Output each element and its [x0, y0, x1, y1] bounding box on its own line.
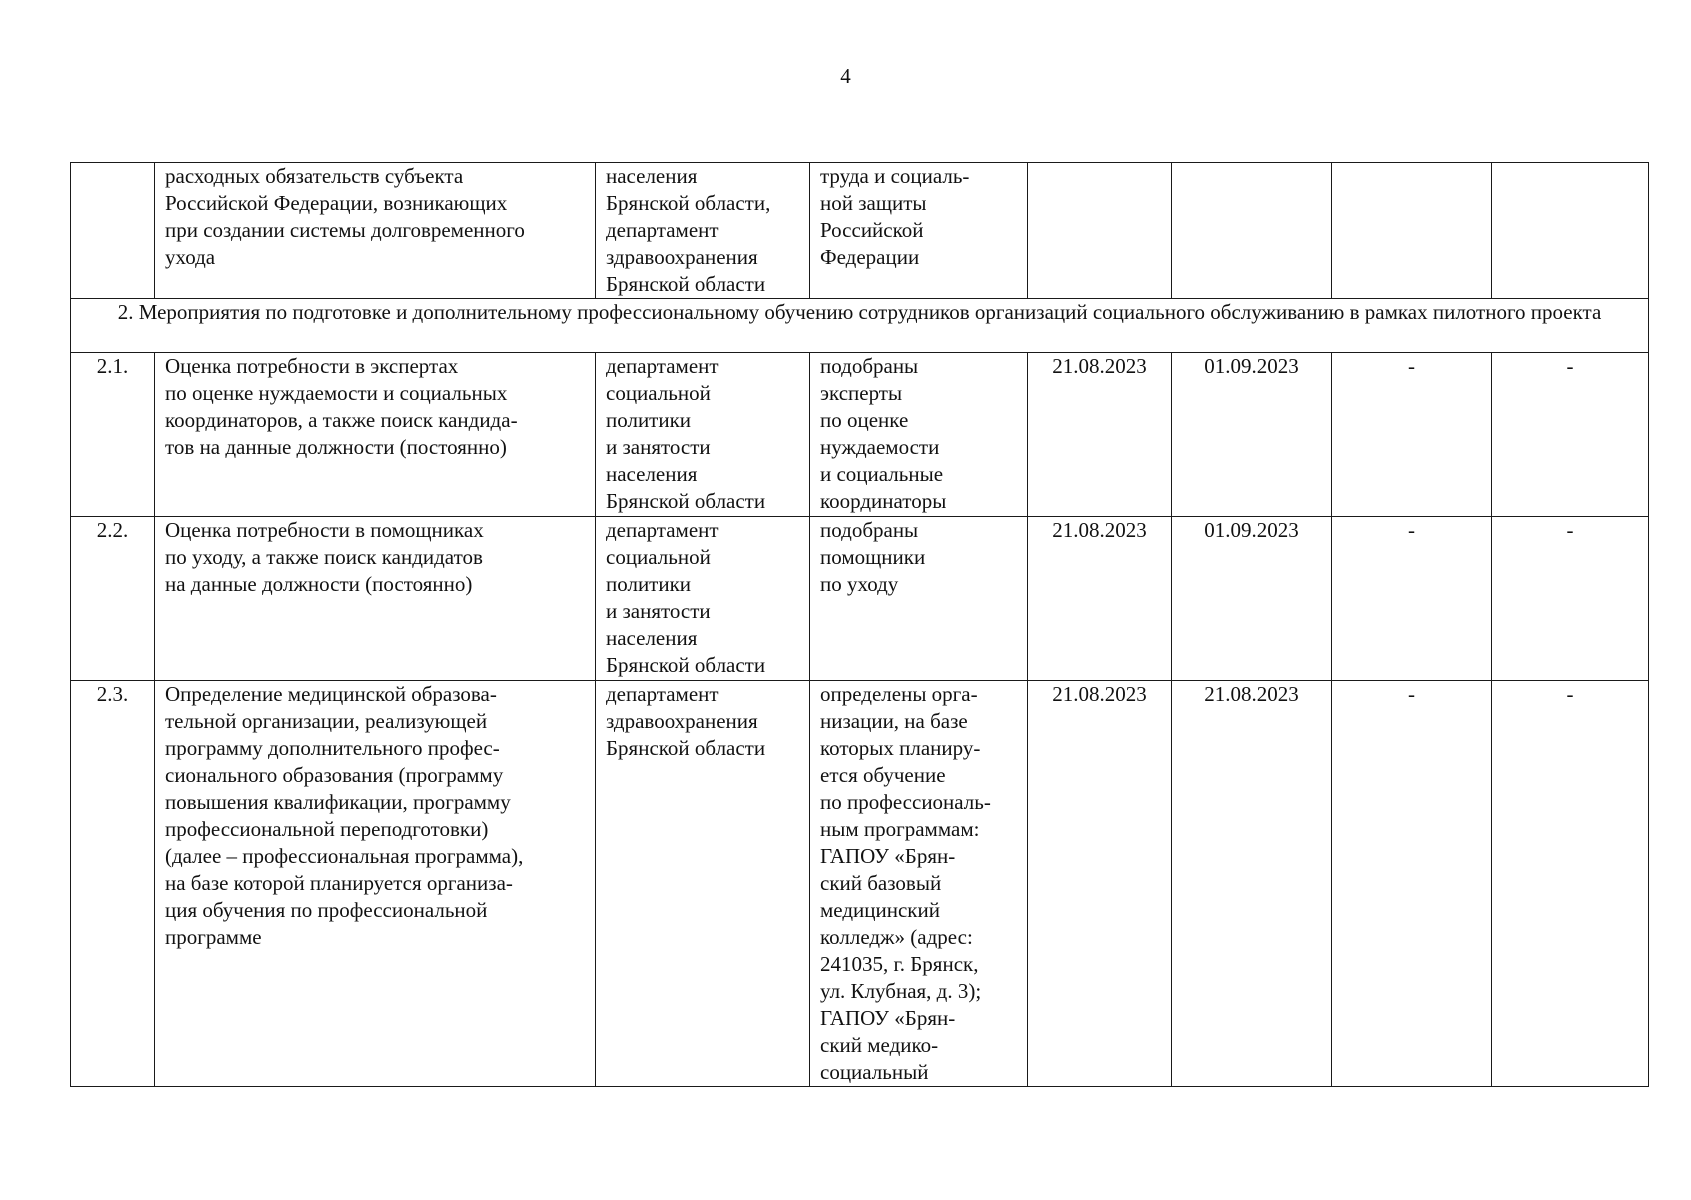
row-number-cell: 2.2.	[71, 517, 155, 681]
start-date-cell	[1028, 163, 1172, 299]
responsible-cell: департамент социальной политики и занятости населения Брянской области	[596, 517, 810, 681]
table-row	[71, 163, 1649, 299]
row-number-cell: 2.3.	[71, 681, 155, 1087]
table-row	[71, 681, 1649, 1087]
table-row	[71, 517, 1649, 681]
column-8-cell	[1492, 163, 1649, 299]
result-cell: подобраны эксперты по оценке нуждаемости и социальные координаторы	[810, 353, 1028, 517]
column-8-cell: -	[1492, 517, 1649, 681]
column-7-cell: -	[1332, 681, 1492, 1087]
row-number-cell	[71, 163, 155, 299]
result-cell: труда и социаль- ной защиты Российской Федерации	[810, 163, 1028, 299]
activity-cell: расходных обязательств субъекта Российской Федерации, возникающих при создании системы долговременного ухода	[155, 163, 596, 299]
plan-table	[70, 162, 1649, 1087]
end-date-cell: 01.09.2023	[1172, 353, 1332, 517]
start-date-cell: 21.08.2023	[1028, 681, 1172, 1087]
table-row	[71, 353, 1649, 517]
page-number: 4	[840, 64, 851, 88]
start-date-cell: 21.08.2023	[1028, 353, 1172, 517]
end-date-cell: 21.08.2023	[1172, 681, 1332, 1087]
responsible-cell: департамент социальной политики и занятости населения Брянской области	[596, 353, 810, 517]
result-cell: подобраны помощники по уходу	[810, 517, 1028, 681]
section-heading: 2. Мероприятия по подготовке и дополнительному профессиональному обучению сотрудников организаций социального обслуживанию в рамках пилотного проекта	[71, 299, 1649, 353]
responsible-cell: населения Брянской области, департамент здравоохранения Брянской области	[596, 163, 810, 299]
activity-cell: Оценка потребности в помощниках по уходу, а также поиск кандидатов на данные должности (постоянно)	[155, 517, 596, 681]
activity-cell: Оценка потребности в экспертах по оценке нуждаемости и социальных координаторов, а также поиск кандида- тов на данные должности (постоянно)	[155, 353, 596, 517]
column-7-cell: -	[1332, 517, 1492, 681]
column-7-cell	[1332, 163, 1492, 299]
column-8-cell: -	[1492, 353, 1649, 517]
section-header-row	[71, 299, 1649, 353]
row-number-cell: 2.1.	[71, 353, 155, 517]
end-date-cell	[1172, 163, 1332, 299]
activity-cell: Определение медицинской образова- тельной организации, реализующей программу дополнительного профес- сионального образования (программу повышения квалификации, программу профессиональной переподготовки) (далее – профессиональная программа), на базе которой планируется организа- ция обучения по профессиональной программе	[155, 681, 596, 1087]
end-date-cell: 01.09.2023	[1172, 517, 1332, 681]
column-8-cell: -	[1492, 681, 1649, 1087]
responsible-cell: департамент здравоохранения Брянской области	[596, 681, 810, 1087]
start-date-cell: 21.08.2023	[1028, 517, 1172, 681]
result-cell: определены орга- низации, на базе которых планиру- ется обучение по профессиональ- ным программам: ГАПОУ «Брян- ский базовый медицинский колледж» (адрес: 241035, г. Брянск, ул. Клубная, д. 3); ГАПОУ «Брян- ский медико- социальный	[810, 681, 1028, 1087]
column-7-cell: -	[1332, 353, 1492, 517]
